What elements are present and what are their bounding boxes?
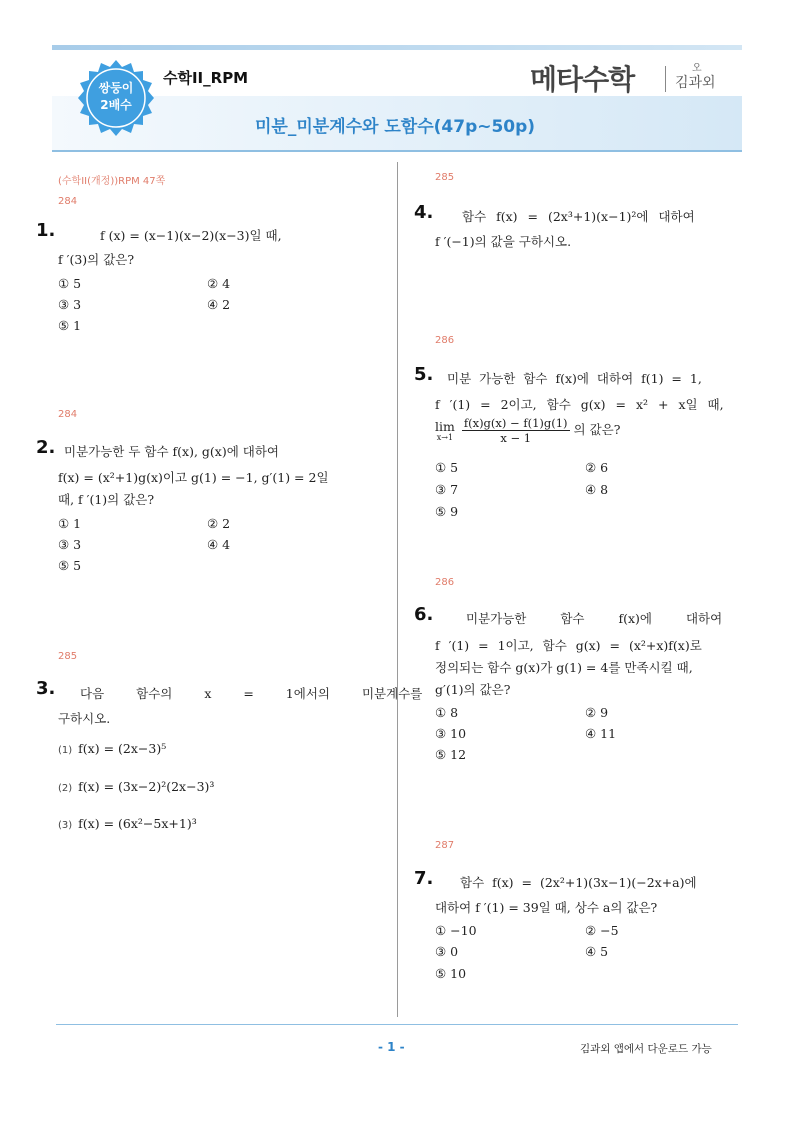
sub-1-number: (1) — [58, 745, 73, 756]
badge-line-1: 쌍둥이 — [98, 81, 134, 95]
question-6-text-4: g′(1)의 값은? — [435, 682, 511, 697]
sub-3-expression: f(x) = (6x²−5x+1)³ — [78, 816, 197, 831]
footer-divider — [56, 1024, 738, 1025]
question-6-text-1: 미분가능한 함수 f(x)에 대하여 — [466, 611, 723, 626]
question-4-text-1: 함수 f(x) = (2x³+1)(x−1)²에 대하여 — [462, 209, 695, 224]
sub-3-number: (3) — [58, 820, 73, 831]
question-7-text-1: 함수 f(x) = (2x²+1)(3x−1)(−2x+a)에 — [460, 875, 697, 890]
question-2-choice-5[interactable]: ⑤ 5 — [58, 558, 82, 573]
question-1-choice-1[interactable]: ① 5 — [58, 276, 82, 291]
question-4-number: 4. — [414, 202, 434, 223]
header-divider — [52, 150, 742, 152]
question-7-code: 287 — [435, 840, 455, 851]
brand2-mark: 오 — [692, 63, 702, 74]
question-2-code: 284 — [58, 409, 78, 420]
question-5-code: 286 — [435, 335, 455, 346]
question-1-text-1: f (x) = (x−1)(x−2)(x−3)일 때, — [100, 228, 282, 243]
question-6-choice-3[interactable]: ③ 10 — [435, 726, 467, 741]
fraction-denominator: x − 1 — [500, 431, 532, 445]
question-3-code: 285 — [58, 651, 78, 662]
brand-logo: 메타수학 — [530, 63, 635, 96]
question-7-text-2: 대하여 f ′(1) = 39일 때, 상수 a의 값은? — [435, 900, 658, 915]
question-3-text-2: 구하시오. — [58, 711, 111, 726]
brand2-logo: 김과외 — [675, 75, 716, 91]
question-6-text-3: 정의되는 함수 g(x)가 g(1) = 4를 만족시킬 때, — [435, 660, 693, 675]
sub-2-number: (2) — [58, 783, 73, 794]
question-5-text-1: 미분 가능한 함수 f(x)에 대하여 f(1) = 1, — [447, 371, 702, 386]
question-6-number: 6. — [414, 604, 434, 625]
question-3-number: 3. — [36, 678, 56, 699]
question-2-text-2: f(x) = (x²+1)g(x)이고 g(1) = −1, g′(1) = 2일 — [58, 470, 329, 485]
question-6-code: 286 — [435, 577, 455, 588]
question-1-code: 284 — [58, 196, 78, 207]
question-6-choice-1[interactable]: ① 8 — [435, 705, 459, 720]
question-7-number: 7. — [414, 868, 434, 889]
question-5-choice-2[interactable]: ② 6 — [585, 460, 609, 475]
question-5-choice-1[interactable]: ① 5 — [435, 460, 459, 475]
fraction-numerator: f(x)g(x) − f(1)g(1) — [463, 416, 568, 430]
question-5-choice-5[interactable]: ⑤ 9 — [435, 504, 459, 519]
question-2-text-1: 미분가능한 두 함수 f(x), g(x)에 대하여 — [64, 444, 279, 459]
question-2-choice-1[interactable]: ① 1 — [58, 516, 82, 531]
limit-top: lim — [435, 418, 455, 434]
question-3-sub-1 — [58, 741, 166, 756]
question-5-choice-3[interactable]: ③ 7 — [435, 482, 459, 497]
sub-2-expression: f(x) = (3x−2)²(2x−3)³ — [78, 779, 215, 794]
question-2-text-3: 때, f ′(1)의 값은? — [58, 492, 155, 507]
limit-bottom: x→1 — [436, 432, 454, 442]
question-3-sub-3 — [58, 816, 197, 831]
page-title: 미분_미분계수와 도함수(47p~50p) — [255, 117, 536, 137]
question-7-choice-2[interactable]: ② −5 — [585, 923, 619, 938]
question-2-choice-4[interactable]: ④ 4 — [207, 537, 231, 552]
question-5-text-2: f ′(1) = 2이고, 함수 g(x) = x² + x일 때, — [435, 397, 724, 412]
question-1-text-2: f ′(3)의 값은? — [58, 252, 135, 267]
question-5-text-3: 의 값은? — [573, 422, 621, 437]
badge-label — [76, 80, 156, 114]
question-6-choice-4[interactable]: ④ 11 — [585, 726, 617, 741]
limit-operator — [435, 420, 455, 442]
series-name: 수학II_RPM — [163, 69, 249, 87]
badge-line-2: 2배수 — [100, 98, 132, 112]
question-1-choice-4[interactable]: ④ 2 — [207, 297, 231, 312]
question-2-choice-3[interactable]: ③ 3 — [58, 537, 82, 552]
question-1-choice-5[interactable]: ⑤ 1 — [58, 318, 82, 333]
question-7-choice-3[interactable]: ③ 0 — [435, 944, 459, 959]
question-5-number: 5. — [414, 364, 434, 385]
question-7-choice-5[interactable]: ⑤ 10 — [435, 966, 467, 981]
question-1-choice-3[interactable]: ③ 3 — [58, 297, 82, 312]
brand-separator — [665, 66, 666, 92]
question-3-sub-2 — [58, 779, 214, 794]
question-1-choice-2[interactable]: ② 4 — [207, 276, 231, 291]
page-number: - 1 - — [378, 1040, 405, 1054]
column-divider — [397, 162, 398, 1017]
question-3-text-1: 다음 함수의 x = 1에서의 미분계수를 — [80, 686, 423, 701]
question-2-number: 2. — [36, 437, 56, 458]
question-4-code: 285 — [435, 172, 455, 183]
question-4-text-2: f ′(−1)의 값을 구하시오. — [435, 234, 572, 249]
question-6-choice-2[interactable]: ② 9 — [585, 705, 609, 720]
limit-fraction — [462, 416, 570, 445]
question-5-limit-expression — [435, 416, 620, 445]
question-5-choice-4[interactable]: ④ 8 — [585, 482, 609, 497]
top-accent-bar — [52, 45, 742, 50]
sub-1-expression: f(x) = (2x−3)⁵ — [78, 741, 167, 756]
download-note: 김과외 앱에서 다운로드 가능 — [580, 1043, 712, 1055]
question-2-choice-2[interactable]: ② 2 — [207, 516, 231, 531]
question-6-choice-5[interactable]: ⑤ 12 — [435, 747, 467, 762]
question-1-number: 1. — [36, 220, 56, 241]
source-label: (수학II(개정))RPM 47쪽 — [58, 176, 166, 187]
question-7-choice-1[interactable]: ① −10 — [435, 923, 477, 938]
question-6-text-2: f ′(1) = 1이고, 함수 g(x) = (x²+x)f(x)로 — [435, 638, 702, 653]
question-7-choice-4[interactable]: ④ 5 — [585, 944, 609, 959]
